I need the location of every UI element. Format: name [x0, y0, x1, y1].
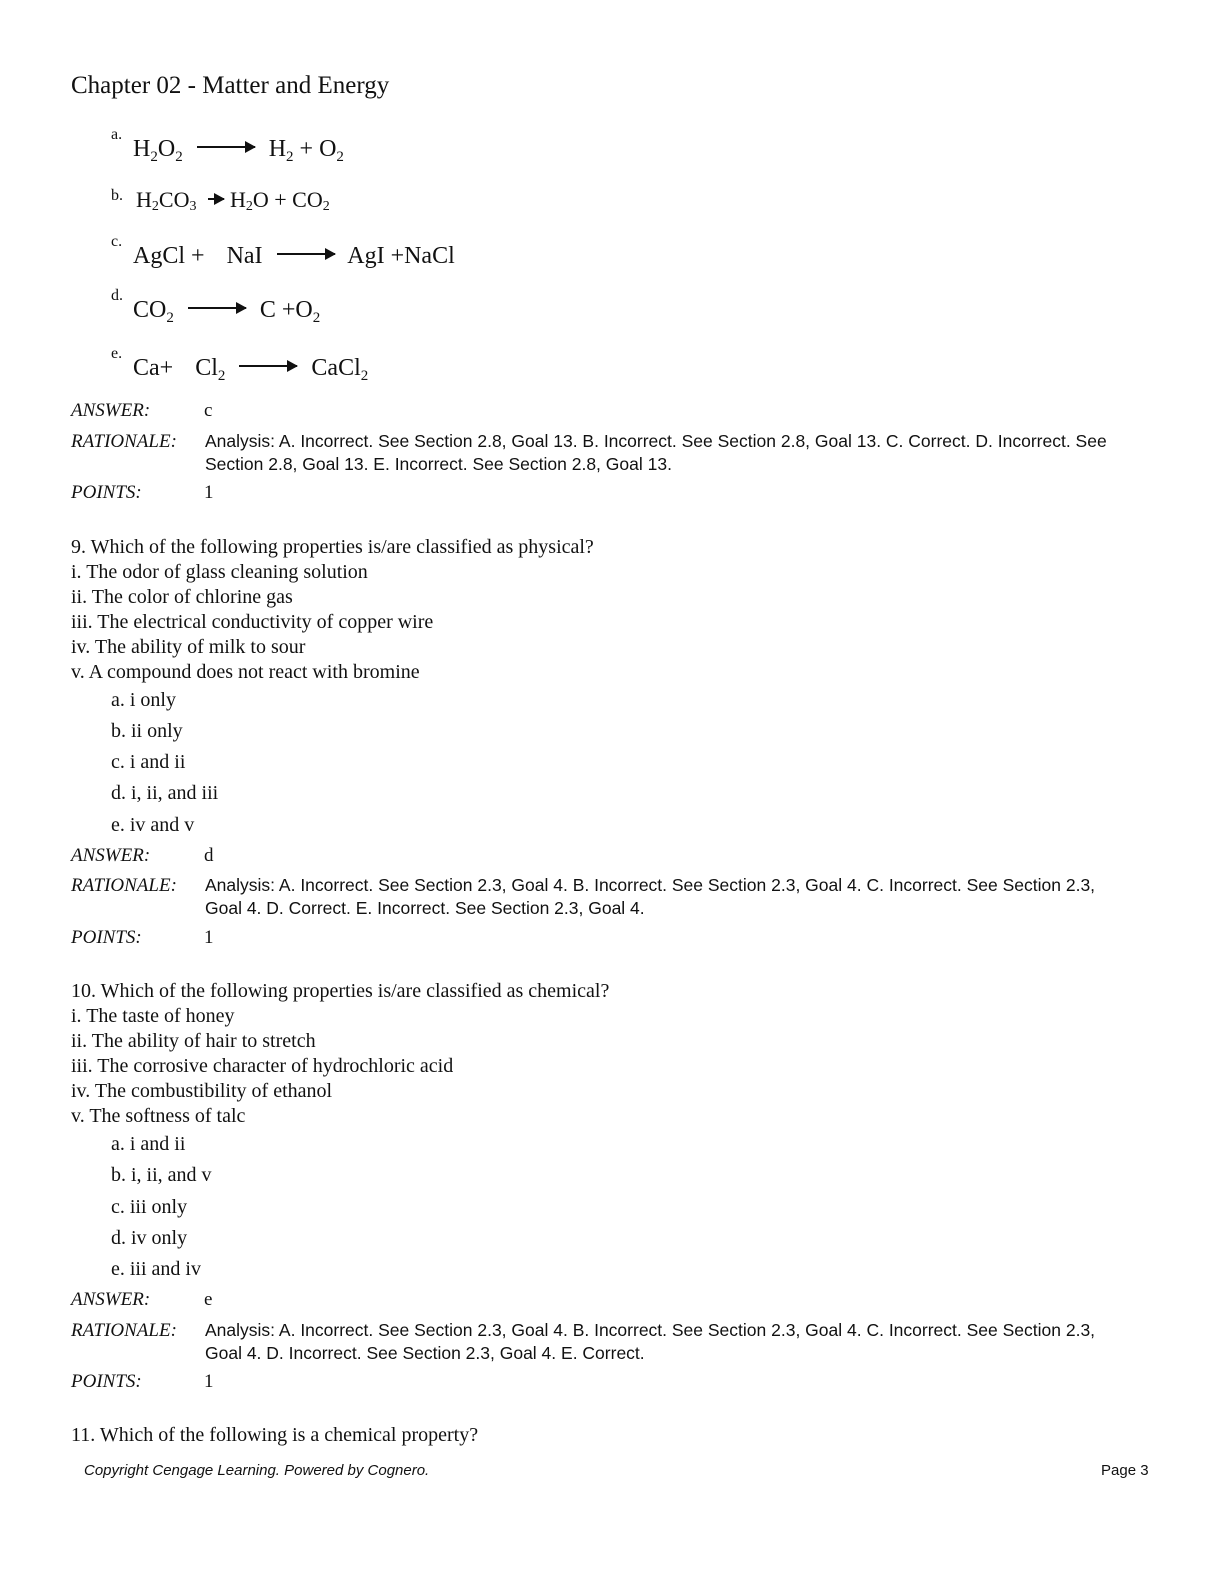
rationale-text: Analysis: A. Incorrect. See Section 2.3, Goal 4. B. Incorrect. See Section 2.3, Goal 4. C. Incorrect. See Section 2.3, Goal 4. D. Incorrect. See Section 2.3, Goal 4. E. Correct.	[205, 1320, 1096, 1363]
page-title: Chapter 02 - Matter and Energy	[71, 72, 390, 99]
option-label: b.	[111, 187, 123, 204]
option-label: d.	[111, 287, 123, 304]
question-11: 11. Which of the following is a chemical property?	[71, 1424, 479, 1446]
list-item: ii. The ability of hair to stretch	[71, 1030, 316, 1052]
answer-value: c	[204, 400, 213, 421]
points-value: 1	[204, 927, 214, 948]
list-item: i. The taste of honey	[71, 1005, 235, 1027]
points-label: POINTS:	[71, 927, 142, 948]
list-item: v. The softness of talc	[71, 1105, 246, 1127]
list-item: v. A compound does not react with bromine	[71, 661, 420, 683]
option-c: c. iii only	[111, 1196, 188, 1218]
option-b: b. ii only	[111, 720, 183, 742]
footer-copyright: Copyright Cengage Learning. Powered by Cognero.	[84, 1462, 430, 1479]
question-9: 9. Which of the following properties is/are classified as physical?	[71, 536, 594, 558]
reaction-arrow-icon	[188, 307, 246, 309]
reaction-arrow-icon	[197, 146, 255, 148]
points-value: 1	[204, 482, 214, 503]
points-value: 1	[204, 1371, 214, 1392]
list-item: iv. The combustibility of ethanol	[71, 1080, 333, 1102]
option-a: a. i only	[111, 689, 176, 711]
reaction-arrow-icon	[277, 253, 335, 255]
points-label: POINTS:	[71, 482, 142, 503]
option-label: c.	[111, 233, 123, 250]
answer-label: ANSWER:	[71, 400, 151, 421]
option-label: e.	[111, 345, 123, 362]
option-d: d. iv only	[111, 1227, 188, 1249]
list-item: iii. The corrosive character of hydrochloric acid	[71, 1055, 454, 1077]
option-c: c. i and ii	[111, 751, 186, 773]
answer-value: e	[204, 1289, 213, 1310]
option-label: a.	[111, 126, 123, 143]
option-d: d. i, ii, and iii	[111, 782, 219, 804]
rationale-label: RATIONALE:	[71, 431, 177, 452]
answer-value: d	[204, 845, 214, 866]
rationale-text: Analysis: A. Incorrect. See Section 2.3, Goal 4. B. Incorrect. See Section 2.3, Goal 4. C. Incorrect. See Section 2.3, Goal 4. D. Correct. E. Incorrect. See Section 2.3, Goal 4.	[205, 875, 1096, 918]
option-e: e. iii and iv	[111, 1258, 201, 1280]
option-e: e. iv and v	[111, 814, 195, 836]
list-item: ii. The color of chlorine gas	[71, 586, 293, 608]
answer-label: ANSWER:	[71, 1289, 151, 1310]
list-item: iv. The ability of milk to sour	[71, 636, 306, 658]
rationale-label: RATIONALE:	[71, 875, 177, 896]
rationale-text: Analysis: A. Incorrect. See Section 2.8, Goal 13. B. Incorrect. See Section 2.8, Goal 13. C. Correct. D. Incorrect. See Section 2.8, Goal 13. E. Incorrect. See Section 2.8, Goal 13.	[205, 431, 1107, 474]
question-10: 10. Which of the following properties is/are classified as chemical?	[71, 980, 610, 1002]
list-item: iii. The electrical conductivity of copper wire	[71, 611, 434, 633]
option-b: b. i, ii, and v	[111, 1164, 212, 1186]
points-label: POINTS:	[71, 1371, 142, 1392]
answer-label: ANSWER:	[71, 845, 151, 866]
list-item: i. The odor of glass cleaning solution	[71, 561, 368, 583]
reaction-arrow-icon	[208, 198, 224, 200]
rationale-label: RATIONALE:	[71, 1320, 177, 1341]
option-a: a. i and ii	[111, 1133, 186, 1155]
reaction-arrow-icon	[239, 365, 297, 367]
page-number: Page 3	[1101, 1462, 1149, 1479]
